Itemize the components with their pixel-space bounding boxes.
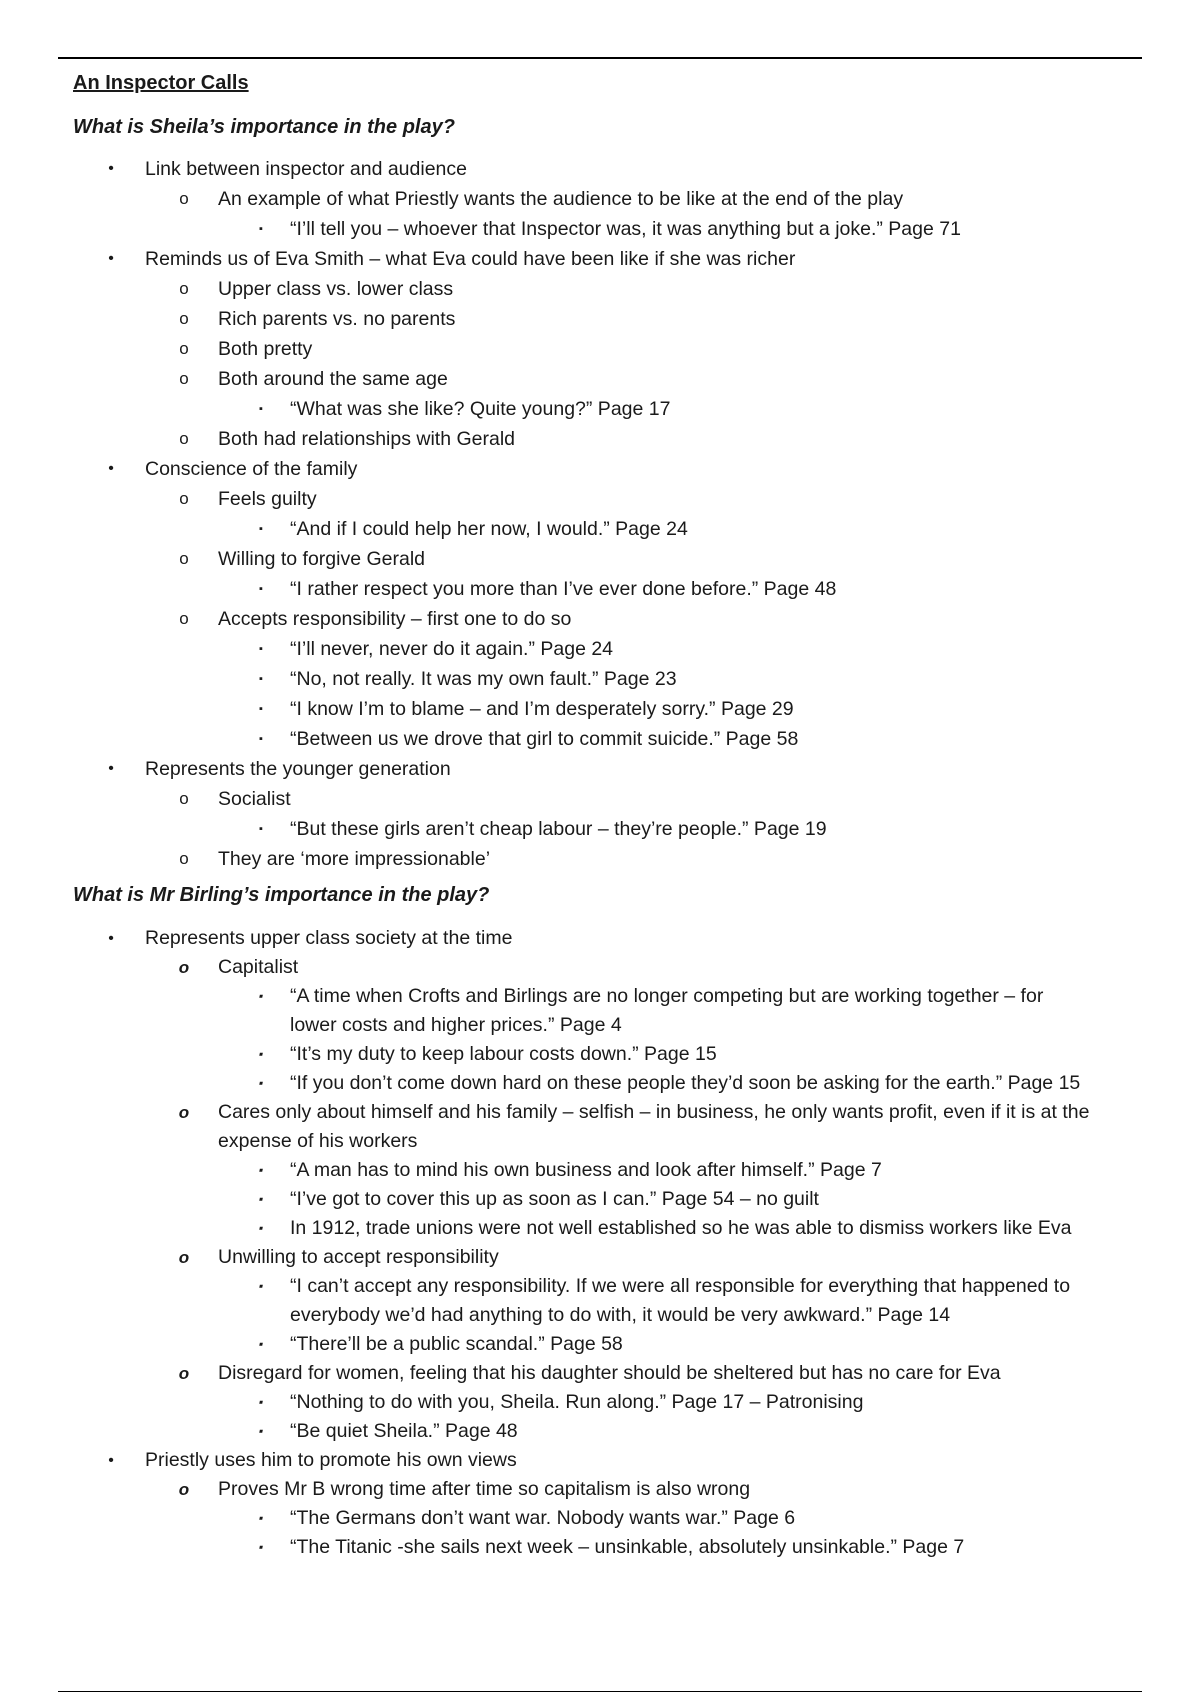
bullet-item-level-1	[73, 754, 1133, 784]
bullet-text: Willing to forgive Gerald	[218, 548, 425, 570]
bullet-text: “The Titanic -she sails next week – unsinkable, absolutely unsinkable.” Page 7	[290, 1536, 965, 1558]
bullet-text: “I know I’m to blame – and I’m desperately sorry.” Page 29	[290, 698, 794, 720]
bullet-marker-icon: o	[179, 369, 189, 388]
bullet-marker-icon: •	[108, 250, 114, 267]
bullet-marker-icon: ▪	[259, 703, 263, 715]
bullet-text: Proves Mr B wrong time after time so capitalism is also wrong	[218, 1478, 751, 1500]
bullet-text-line: Cares only about himself and his family – selfish – in business, he only wants profit, even if it is at the	[218, 1101, 1090, 1123]
bullet-item-level-3	[73, 1156, 1133, 1185]
bullet-item-level-2	[73, 364, 1133, 394]
bullet-item-level-2	[73, 844, 1133, 874]
bullet-text: Socialist	[218, 788, 291, 810]
bullet-text: Priestly uses him to promote his own views	[145, 1449, 517, 1471]
bullet-item-level-2	[73, 1475, 1133, 1504]
bullet-text: Unwilling to accept responsibility	[218, 1246, 499, 1268]
bullet-marker-icon: ▪	[257, 1279, 265, 1293]
bullet-text: In 1912, trade unions were not well established so he was able to dismiss workers like Eva	[290, 1217, 1072, 1239]
bullet-item-level-3	[73, 1069, 1133, 1098]
bullet-item-level-3	[73, 1533, 1133, 1562]
bullet-marker-icon: •	[108, 1452, 114, 1469]
bullet-text: “If you don’t come down hard on these people they’d soon be asking for the earth.” Page 15	[290, 1072, 1081, 1094]
bullet-marker-icon: •	[108, 460, 114, 477]
document-body	[73, 70, 1133, 1562]
bullet-item-level-2	[73, 1359, 1133, 1388]
bullet-marker-icon: ▪	[259, 823, 263, 835]
bullet-item-level-2	[73, 1243, 1133, 1272]
bullet-marker-icon: ▪	[259, 403, 263, 415]
bullet-item-level-3	[73, 1272, 1133, 1330]
bullet-item-level-2	[73, 184, 1133, 214]
bullet-item-level-3	[73, 514, 1133, 544]
bullet-marker-icon: ▪	[257, 1221, 265, 1235]
bullet-item-level-3	[73, 1504, 1133, 1533]
bullet-item-level-2	[73, 304, 1133, 334]
bullet-item-level-3	[73, 1185, 1133, 1214]
bullet-item-level-1	[73, 454, 1133, 484]
bullet-marker-icon: ▪	[257, 1337, 265, 1351]
bullet-text: “I’ll tell you – whoever that Inspector was, it was anything but a joke.” Page 71	[290, 218, 961, 240]
bullet-item-level-1	[73, 244, 1133, 274]
bullet-item-level-3	[73, 664, 1133, 694]
bullet-marker-icon: ▪	[257, 1192, 265, 1206]
bullet-item-level-3	[73, 634, 1133, 664]
bullet-text: “No, not really. It was my own fault.” Page 23	[290, 668, 677, 690]
bullet-text: “A man has to mind his own business and look after himself.” Page 7	[290, 1159, 882, 1181]
bullet-marker-icon: o	[179, 549, 189, 568]
bullet-marker-icon: o	[179, 789, 189, 808]
bullet-marker-icon: o	[179, 279, 189, 298]
bullet-marker-icon: ▪	[257, 989, 265, 1003]
bullet-text: Both around the same age	[218, 368, 448, 390]
bullet-item-level-3	[73, 574, 1133, 604]
bullet-text: Conscience of the family	[145, 458, 358, 480]
bullet-text-line: “I can’t accept any responsibility. If we were all responsible for everything that happened to	[290, 1275, 1071, 1297]
top-rule	[58, 57, 1142, 59]
bullet-text: “Between us we drove that girl to commit suicide.” Page 58	[290, 728, 799, 750]
section-sheila-list	[73, 154, 1133, 874]
bullet-text: “What was she like? Quite young?” Page 17	[290, 398, 671, 420]
bullet-marker-icon: ▪	[259, 733, 263, 745]
bullet-marker-icon: ▪	[259, 223, 263, 235]
bullet-item-level-2	[73, 953, 1133, 982]
bullet-marker-icon: o	[179, 429, 189, 448]
bullet-marker-icon: o	[179, 339, 189, 358]
bullet-marker-icon: o	[178, 1480, 190, 1499]
section-heading-sheila: What is Sheila’s importance in the play?	[73, 116, 455, 138]
bullet-item-level-1	[73, 924, 1133, 953]
bullet-item-level-3	[73, 214, 1133, 244]
bullet-text: Rich parents vs. no parents	[218, 308, 456, 330]
bullet-marker-icon: ▪	[257, 1163, 265, 1177]
bullet-text: “There’ll be a public scandal.” Page 58	[290, 1333, 623, 1355]
section-mr-birling-list	[73, 924, 1133, 1562]
bullet-marker-icon: o	[179, 189, 189, 208]
bullet-marker-icon: o	[179, 609, 189, 628]
bullet-item-level-2	[73, 1098, 1133, 1156]
bullet-item-level-1	[73, 154, 1133, 184]
bullet-marker-icon: o	[178, 958, 190, 977]
bullet-text: “And if I could help her now, I would.” Page 24	[290, 518, 688, 540]
bullet-text: Feels guilty	[218, 488, 317, 510]
bullet-item-level-3	[73, 724, 1133, 754]
bullet-text: Capitalist	[218, 956, 299, 978]
bullet-marker-icon: ▪	[257, 1540, 265, 1554]
bullet-marker-icon: ▪	[257, 1424, 265, 1438]
bullet-text: Both pretty	[218, 338, 313, 360]
bullet-item-level-2	[73, 604, 1133, 634]
bullet-text: “But these girls aren’t cheap labour – they’re people.” Page 19	[290, 818, 827, 840]
bullet-text: Represents upper class society at the time	[145, 927, 513, 949]
bullet-marker-icon: ▪	[259, 673, 263, 685]
bullet-text: “It’s my duty to keep labour costs down.” Page 15	[290, 1043, 717, 1065]
bullet-text: Both had relationships with Gerald	[218, 428, 516, 450]
bullet-marker-icon: •	[108, 760, 114, 777]
bullet-text: “Nothing to do with you, Sheila. Run along.” Page 17 – Patronising	[290, 1391, 864, 1413]
bullet-marker-icon: o	[179, 489, 189, 508]
bullet-item-level-3	[73, 1040, 1133, 1069]
bullet-marker-icon: o	[179, 309, 189, 328]
bullet-marker-icon: ▪	[259, 583, 263, 595]
bullet-marker-icon: o	[178, 1248, 190, 1267]
bullet-marker-icon: ▪	[257, 1047, 265, 1061]
bullet-item-level-2	[73, 784, 1133, 814]
bullet-item-level-3	[73, 982, 1133, 1040]
bottom-rule	[58, 1691, 1142, 1692]
bullet-marker-icon: o	[178, 1364, 190, 1383]
bullet-item-level-3	[73, 1330, 1133, 1359]
bullet-marker-icon: ▪	[259, 523, 263, 535]
bullet-text: “I’ll never, never do it again.” Page 24	[290, 638, 614, 660]
bullet-marker-icon: o	[179, 849, 189, 868]
bullet-item-level-3	[73, 1388, 1133, 1417]
bullet-item-level-2	[73, 544, 1133, 574]
bullet-item-level-2	[73, 424, 1133, 454]
bullet-item-level-3	[73, 694, 1133, 724]
bullet-text-line: lower costs and higher prices.” Page 4	[290, 1014, 622, 1036]
bullet-text: Reminds us of Eva Smith – what Eva could have been like if she was richer	[145, 248, 796, 270]
bullet-marker-icon: ▪	[257, 1395, 265, 1409]
bullet-marker-icon: ▪	[257, 1511, 265, 1525]
bullet-text: “The Germans don’t want war. Nobody wants war.” Page 6	[290, 1507, 796, 1529]
bullet-marker-icon: ▪	[259, 643, 263, 655]
bullet-item-level-2	[73, 274, 1133, 304]
document-title: An Inspector Calls	[73, 72, 249, 94]
bullet-text: Represents the younger generation	[145, 758, 451, 780]
bullet-text-line: “A time when Crofts and Birlings are no longer competing but are working together – for	[290, 985, 1044, 1007]
bullet-text: “I’ve got to cover this up as soon as I can.” Page 54 – no guilt	[290, 1188, 819, 1210]
bullet-marker-icon: ▪	[257, 1076, 265, 1090]
bullet-text-line: everybody we’d had anything to do with, it would be very awkward.” Page 14	[290, 1304, 951, 1326]
bullet-text: Disregard for women, feeling that his daughter should be sheltered but has no care for Eva	[218, 1362, 1001, 1384]
bullet-item-level-2	[73, 484, 1133, 514]
bullet-item-level-3	[73, 1214, 1133, 1243]
bullet-text: “Be quiet Sheila.” Page 48	[290, 1420, 518, 1442]
bullet-text-line: expense of his workers	[218, 1130, 418, 1152]
bullet-marker-icon: •	[108, 160, 114, 177]
bullet-item-level-3	[73, 1417, 1133, 1446]
bullet-marker-icon: o	[178, 1103, 190, 1122]
bullet-item-level-3	[73, 814, 1133, 844]
bullet-text: An example of what Priestly wants the audience to be like at the end of the play	[218, 188, 904, 210]
bullet-text: They are ‘more impressionable’	[218, 848, 491, 870]
bullet-text: Link between inspector and audience	[145, 158, 467, 180]
bullet-text: Upper class vs. lower class	[218, 278, 454, 300]
bullet-item-level-3	[73, 394, 1133, 424]
bullet-item-level-2	[73, 334, 1133, 364]
bullet-text: “I rather respect you more than I’ve ever done before.” Page 48	[290, 578, 837, 600]
section-heading-mr-birling: What is Mr Birling’s importance in the play?	[73, 884, 490, 906]
bullet-marker-icon: •	[108, 930, 114, 947]
bullet-text: Accepts responsibility – first one to do so	[218, 608, 572, 630]
bullet-item-level-1	[73, 1446, 1133, 1475]
